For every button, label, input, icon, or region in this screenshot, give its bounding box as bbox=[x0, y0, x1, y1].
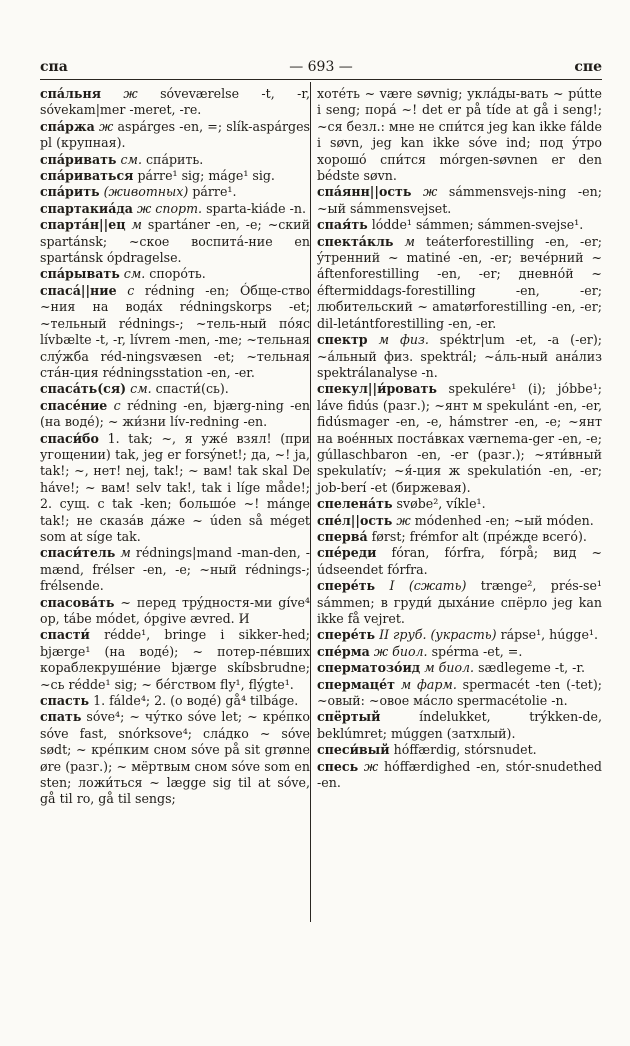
entry-label: (животных) bbox=[103, 184, 189, 200]
entry-definition: spekulére¹ (i); jóbbe¹; láve fidús (разг.); ~янт м spekulánt -en, -er, fidúsmager -en, -e, hámstrer -en, -e; ~янт на воéнных постáвках værnema-ger -en, -e; gúllaschbaron -en, -er (разг.); ~яти́вный spekulatív; ~я́-ция ж spekulatión -en, -er; job-berí -et (биржевая). bbox=[317, 381, 602, 495]
dictionary-entry bbox=[317, 332, 602, 381]
entry-definition: rédning -en; Óбще-ство ~ния на водáх rédningskorps -et; ~тельный rédnings-; ~тель-ный пóяс lívbælte -t, -r, lívrem -men, -me; ~тельная слýжба réd-ningsvæsen -et; ~тельная стáн-ция rédningsstation -en, -er. bbox=[40, 282, 310, 380]
dictionary-entry bbox=[40, 545, 310, 594]
entry-headword: спая́ть bbox=[317, 217, 368, 233]
entry-label: см. bbox=[130, 381, 152, 397]
entry-label: м биол. bbox=[424, 660, 475, 676]
entry-definition: sparta-kiáde -n. bbox=[206, 200, 307, 216]
entry-definition: rédning -en, bjærg-ning -en (на водé); ~ жи́зни lív-redning -en. bbox=[40, 397, 310, 430]
dictionary-entry bbox=[40, 709, 310, 807]
entry-definition: teáterforestilling -en, -er; ýтренний ~ matiné -en, -er; вечéрний ~ áftenforestilling -en, -er; дневнóй ~ éftermiddags-forestilling -en, -er; любительский ~ amatørforestilling -en, -er; dil-letántforestilling -en, -er. bbox=[317, 233, 602, 331]
entry-definition: хотéть ~ være søvnig; уклáды-вать ~ pútte i seng; порá ~! det er på tíde at gå i seng!; ~ся безл.: мне не спи́тся jeg kan ikke fálde i søvn, jeg kan ikke sóve ind; под ýтро хорошó спи́тся mórgen-søvnen er den bédste søvn. bbox=[317, 86, 602, 184]
entry-headword: спёртый bbox=[317, 709, 381, 725]
entry-headword: спаси́бо bbox=[40, 430, 99, 446]
entry-headword: спаси́тель bbox=[40, 545, 116, 561]
entry-definition: spermacét -ten (-tet); ~овый: ~овое мáсло spermacétolie -n. bbox=[317, 676, 602, 709]
entry-headword: спасáть(ся) bbox=[40, 381, 127, 397]
entry-definition: spéktr|um -et, -a (-er); ~áльный физ. spektrál; ~áль-ный анáлиз spektrálanalyse -n. bbox=[317, 332, 602, 380]
entry-definition: módenhed -en; ~ый móden. bbox=[414, 512, 594, 528]
entry-label: см. bbox=[120, 151, 142, 167]
entry-definition: rédde¹, bringe i sikker-hed; bjærge¹ (на водé); ~ потер-пéвших кораблекрушéние bjærge skíbsbrudne; ~сь rédde¹ sig; ~ бéгством fly¹, flýgte¹. bbox=[40, 627, 310, 692]
dictionary-entry bbox=[317, 217, 602, 233]
dictionary-entry bbox=[317, 234, 602, 332]
entry-label: м bbox=[131, 217, 142, 233]
dictionary-entry bbox=[40, 217, 310, 266]
entry-label: с bbox=[127, 282, 135, 298]
dictionary-entry bbox=[317, 644, 602, 660]
column-divider bbox=[310, 82, 311, 922]
entry-headword: спасть bbox=[40, 693, 90, 709]
dictionary-entry bbox=[40, 266, 310, 282]
dictionary-entry bbox=[40, 152, 310, 168]
entry-definition: спáрить. bbox=[146, 151, 204, 167]
entry-headword: спáрывать bbox=[40, 266, 120, 282]
dictionary-entry bbox=[40, 398, 310, 431]
entry-definition: índelukket, trýkken-de, beklúmret; múggen (затхлый). bbox=[317, 709, 602, 741]
entry-label: ж биол. bbox=[373, 643, 428, 659]
entry-definition: spérma -et, =. bbox=[431, 643, 523, 659]
dictionary-entry bbox=[317, 627, 602, 643]
dictionary-entry bbox=[40, 184, 310, 200]
entry-definition: 1. fálde⁴; 2. (о водé) gå⁴ tilbáge. bbox=[93, 693, 299, 709]
entry-headword: спасéние bbox=[40, 397, 108, 413]
entry-label: II груб. (украсть) bbox=[379, 627, 497, 643]
entry-label: ж bbox=[396, 512, 411, 528]
dictionary-entry bbox=[40, 283, 310, 381]
entry-headword: спасти́ bbox=[40, 627, 90, 643]
entry-headword: спéл||ость bbox=[317, 512, 393, 528]
entry-headword: спéреди bbox=[317, 545, 377, 561]
entry-definition: спасти́(сь). bbox=[155, 381, 229, 397]
entry-definition: fóran, fórfra, fórpå; вид ~ údseendet fórfra. bbox=[317, 545, 602, 577]
dictionary-entry bbox=[40, 431, 310, 546]
dictionary-entry bbox=[317, 660, 602, 676]
entry-headword: спеленáть bbox=[317, 496, 393, 512]
entry-definition: спорóть. bbox=[149, 266, 206, 282]
entry-headword: сперéть bbox=[317, 627, 376, 643]
entry-headword: спáльня bbox=[40, 86, 101, 101]
entry-definition: trænge², prés-se¹ sámmen; в груди́ дыхáние спёрло jeg kan ikke få vejret. bbox=[317, 578, 602, 626]
entry-definition: først; frémfor alt (прéжде всегó). bbox=[371, 528, 587, 544]
entry-label: с bbox=[113, 397, 121, 413]
entry-definition: hóffærdig, stórsnudet. bbox=[393, 742, 537, 758]
entry-headword: сперéть bbox=[317, 578, 376, 594]
dictionary-entry bbox=[317, 578, 602, 627]
entry-definition: rápse¹, húgge¹. bbox=[500, 627, 598, 643]
dictionary-entry bbox=[317, 184, 602, 217]
entry-definition: sædlegeme -t, -r. bbox=[478, 660, 586, 676]
right-column bbox=[317, 86, 602, 791]
dictionary-entry bbox=[317, 742, 602, 758]
entry-headword: спáриваться bbox=[40, 168, 134, 184]
entry-headword: спесь bbox=[317, 758, 359, 774]
entry-label: I (сжать) bbox=[389, 578, 467, 594]
dictionary-entry bbox=[40, 595, 310, 628]
entry-label: м физ. bbox=[378, 332, 429, 348]
right-guide-word: спе bbox=[574, 59, 602, 75]
entry-headword: спеси́вый bbox=[317, 742, 390, 758]
left-column bbox=[40, 86, 310, 808]
entry-definition: hóffærdighed -en, stór-snudethed -en. bbox=[317, 758, 602, 791]
dictionary-entry bbox=[317, 529, 602, 545]
dictionary-entry bbox=[317, 496, 602, 512]
entry-label: ж bbox=[123, 86, 138, 101]
dictionary-entry bbox=[317, 709, 602, 742]
dictionary-entry bbox=[317, 759, 602, 792]
entry-definition: svøbe², víkle¹. bbox=[396, 496, 486, 512]
dictionary-entry bbox=[40, 201, 310, 217]
entry-definition: aspárges -en, =; slík-aspárges pl (крупная). bbox=[40, 118, 310, 151]
entry-headword: спектр bbox=[317, 332, 368, 348]
dictionary-entry bbox=[40, 627, 310, 693]
entry-label: см. bbox=[123, 266, 146, 282]
entry-headword: сперва́ bbox=[317, 528, 368, 544]
dictionary-entry bbox=[317, 677, 602, 710]
dictionary-entry bbox=[40, 168, 310, 184]
dictionary-entry bbox=[317, 86, 602, 184]
dictionary-entry bbox=[40, 693, 310, 709]
entry-definition: sóveværelse -t, -r, sóvekam|mer -meret, -re. bbox=[40, 86, 310, 118]
dictionary-entry bbox=[40, 381, 310, 397]
entry-label: ж bbox=[422, 184, 438, 200]
entry-label: м bbox=[120, 545, 131, 561]
entry-headword: спартáн||ец bbox=[40, 217, 126, 233]
entry-headword: спекул||и́ровать bbox=[317, 381, 437, 397]
entry-definition: spartáner -en, -e; ~ский spartánsk; ~ское воспитá-ние en spartánsk ópdragelse. bbox=[40, 217, 310, 266]
page-header bbox=[40, 56, 602, 78]
entry-label: м фарм. bbox=[400, 676, 457, 692]
entry-definition: ~ перед трýдностя-ми gíve⁴ op, tábe módet, ópgive ævred. И bbox=[40, 594, 310, 626]
entry-headword: спермацéт bbox=[317, 676, 395, 692]
dictionary-entry bbox=[317, 381, 602, 496]
entry-headword: спáржа bbox=[40, 118, 95, 134]
entry-definition: 1. tak; ~, я ужé взял! (при угощении) tak, jeg er forsýnet!; да, ~! ja, tak!; ~, нет! nej, tak!; ~ вам! tak skal De háve!; ~ вам! selv tak!, tak i líge måde!; 2. сущ. с tak -ken; большóе ~! mánge tak!; не сказáв дáже ~ úden så méget som at síge tak. bbox=[40, 430, 310, 544]
entry-definition: párre¹. bbox=[192, 184, 237, 200]
entry-headword: спáрить bbox=[40, 184, 100, 200]
entry-headword: спектáкль bbox=[317, 233, 394, 249]
entry-label: ж bbox=[363, 758, 379, 774]
entry-definition: sámmensvejs-ning -en; ~ый sámmensvejset. bbox=[317, 184, 602, 216]
dictionary-entry bbox=[40, 86, 310, 119]
entry-headword: спáянн||ость bbox=[317, 184, 412, 200]
entry-headword: спартакиáда bbox=[40, 200, 133, 216]
entry-headword: спéрма bbox=[317, 643, 370, 659]
entry-headword: спáривать bbox=[40, 151, 117, 167]
entry-headword: спасá||ние bbox=[40, 282, 117, 298]
entry-label: ж bbox=[98, 118, 114, 134]
entry-definition: párre¹ sig; máge¹ sig. bbox=[137, 168, 275, 184]
entry-definition: lódde¹ sámmen; sámmen-svejse¹. bbox=[371, 217, 584, 233]
entry-label: ж спорт. bbox=[136, 200, 203, 216]
entry-headword: спать bbox=[40, 709, 82, 725]
entry-definition: rédnings|mand -man-den, -mænd, frélser -en, -e; ~ный rédnings-; frélsende. bbox=[40, 545, 310, 594]
dictionary-entry bbox=[317, 513, 602, 529]
dictionary-entry bbox=[317, 545, 602, 578]
entry-headword: спасовáть bbox=[40, 594, 115, 610]
entry-label: м bbox=[404, 233, 415, 249]
header-rule bbox=[40, 79, 602, 80]
entry-headword: сперматозóид bbox=[317, 660, 421, 676]
left-guide-word: спа bbox=[40, 59, 68, 75]
dictionary-entry bbox=[40, 119, 310, 152]
entry-definition: sóve⁴; ~ чýтко sóve let; ~ крéпко sóve fast, snórksove⁴; слáдко ~ sóve sødt; ~ крéпким сном sóve på sit grønne øre (разг.); ~ мёртвым сном sóve som en sten; ложи́ться ~ lægge sig til at sóve, gå til ro, gå til sengs; bbox=[40, 709, 310, 807]
page-number: — 693 — bbox=[289, 59, 353, 75]
